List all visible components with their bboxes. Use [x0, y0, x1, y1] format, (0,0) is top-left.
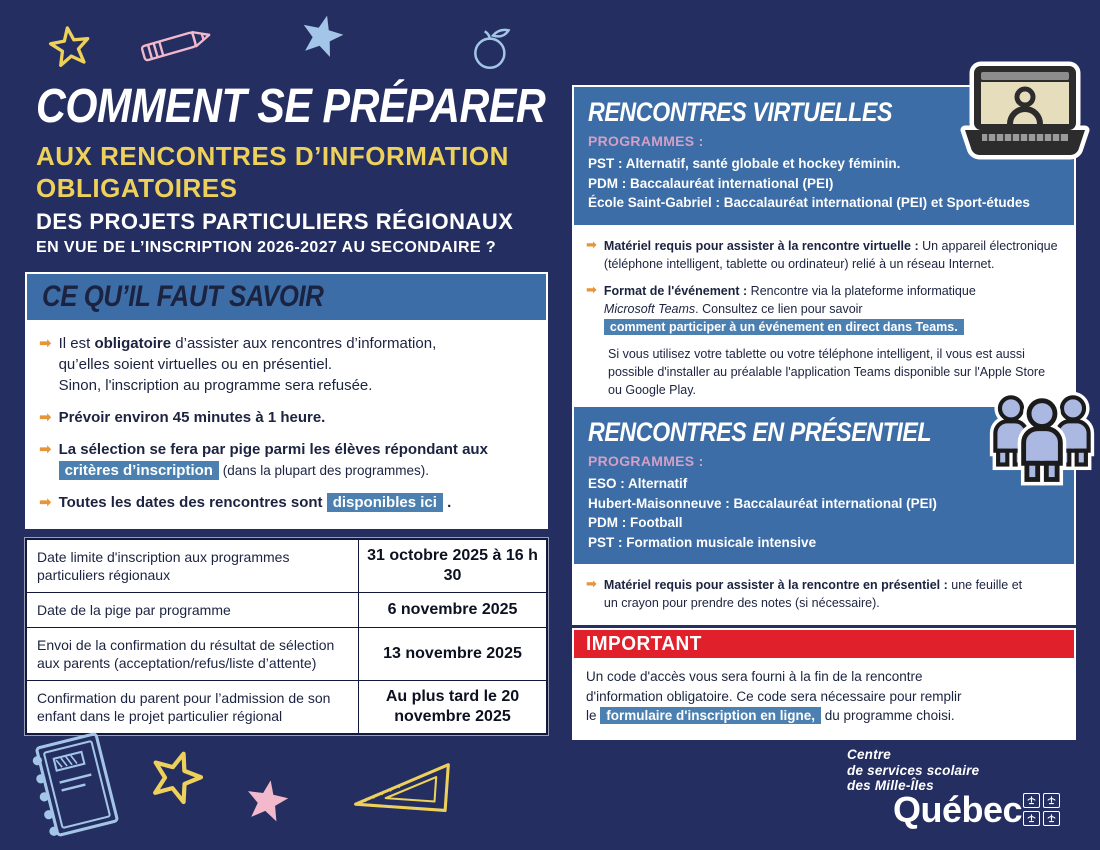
- program-line: PDM : Baccalauréat international (PEI): [588, 175, 834, 191]
- program-line: PDM : Football: [588, 515, 683, 530]
- virtual-white-panel: [574, 225, 1074, 410]
- bullet-materiel-virtuel-text: Matériel requis pour assister à la rencontre virtuelle : Un appareil électronique (téléphone intelligent, tablette ou ordinateur) relié à un réseau Internet.: [603, 238, 1058, 271]
- presentiel-white-panel: [574, 564, 1074, 623]
- subtitle-yellow-1: AUX RENCONTRES D’INFORMATION: [36, 141, 509, 171]
- savoir-header: [27, 274, 546, 320]
- row-label: Confirmation du parent pour l’admission de son enfant dans le projet particulier régional: [27, 681, 359, 733]
- presentiel-programs-label: PROGRAMMES :: [588, 453, 704, 469]
- laptop-video-call-icon: [958, 60, 1092, 162]
- table-row: [27, 627, 546, 680]
- important-text: Un code d'accès vous sera fourni à la fin de la rencontre d'information obligatoire. Ce code sera nécessaire pour remplir le formulaire d'inscription en ligne, du programme choisi.: [574, 658, 1074, 738]
- decor-pencil-icon: [135, 18, 223, 68]
- bullet-duree: [39, 407, 538, 428]
- important-header: [574, 630, 1074, 658]
- inscription-form-link[interactable]: formulaire d'inscription en ligne,: [600, 707, 821, 724]
- row-value: Au plus tard le 20 novembre 2025: [385, 688, 520, 725]
- arrow-icon: ➡: [586, 282, 597, 298]
- table-row: [27, 680, 546, 733]
- arrow-icon: ➡: [39, 334, 52, 352]
- row-value: 13 novembre 2025: [383, 645, 522, 662]
- row-value: 31 octobre 2025 à 16 h 30: [367, 547, 538, 584]
- people-group-icon: [984, 388, 1098, 502]
- bullet-obligatoire-text: Il est obligatoire d’assister aux rencontres d’information, qu’elles soient virtuelles ou en présentiel. Sinon, l'inscription au programme sera refusée.: [58, 335, 437, 394]
- savoir-body: [27, 320, 546, 527]
- bullet-materiel-presentiel-text: Matériel requis pour assister à la rencontre en présentiel : une feuille et un crayon pour prendre des notes (si nécessaire).: [603, 578, 1023, 610]
- bullet-duree-text: Prévoir environ 45 minutes à 1 heure.: [58, 409, 326, 426]
- table-row: [27, 592, 546, 627]
- bullet-materiel-virtuel: [586, 237, 1064, 273]
- arrow-icon: ➡: [39, 408, 52, 426]
- quebec-wordmark: Québec: [893, 789, 1023, 830]
- disponibles-ici-link[interactable]: disponibles ici: [327, 493, 443, 512]
- row-label: Date limite d'inscription aux programmes particuliers régionaux: [27, 540, 359, 592]
- presentiel-title: RENCONTRES EN PRÉSENTIEL: [588, 417, 932, 447]
- important-section: [572, 628, 1076, 740]
- virtual-title: RENCONTRES VIRTUELLES: [588, 97, 893, 127]
- quebec-flag-icon: [1023, 793, 1060, 826]
- virtual-programs-label: PROGRAMMES :: [588, 133, 704, 149]
- bullet-materiel-presentiel: [586, 576, 1064, 612]
- program-line: Hubert-Maisonneuve : Baccalauréat international (PEI): [588, 495, 937, 511]
- subtitle-question: EN VUE DE L’INSCRIPTION 2026-2027 AU SECONDAIRE ?: [36, 239, 497, 256]
- decor-star-blue-icon: [298, 12, 346, 60]
- program-line: École Saint-Gabriel : Baccalauréat international (PEI) et Sport-études: [588, 195, 1030, 210]
- arrow-icon: ➡: [586, 577, 597, 592]
- decor-notebook-icon: [22, 732, 124, 840]
- arrow-icon: ➡: [39, 493, 52, 511]
- bullet-pige: [39, 439, 538, 481]
- savoir-section: [25, 272, 548, 529]
- subtitle-white: DES PROJETS PARTICULIERS RÉGIONAUX: [36, 209, 514, 234]
- bullet-obligatoire: [39, 333, 538, 396]
- row-label: Envoi de la confirmation du résultat de sélection aux parents (acceptation/refus/liste d’attente): [27, 628, 359, 680]
- row-label: Date de la pige par programme: [27, 593, 359, 627]
- calendar-table: [25, 538, 548, 735]
- program-line: PST : Alternatif, santé globale et hockey féminin.: [588, 156, 901, 171]
- bullet-dates-text: Toutes les dates des rencontres sont disponibles ici .: [58, 494, 452, 511]
- org-name: Centre de services scolaire des Mille-Îles: [847, 747, 980, 793]
- decor-star-pink-icon: [243, 772, 291, 830]
- decor-triangle-ruler-icon: [352, 750, 454, 818]
- subtitle-yellow-2: OBLIGATOIRES: [36, 173, 238, 203]
- note-apps: Si vous utilisez votre tablette ou votre téléphone intelligent, il vous est aussi possible d'installer au préalable l'application Teams disponible sur l'Apple Store ou Google Play.: [608, 346, 1046, 397]
- program-line: ESO : Alternatif: [588, 476, 688, 491]
- decor-star-yellow2-icon: [148, 748, 204, 806]
- decor-star-yellow-icon: [48, 20, 92, 74]
- criteres-inscription-link[interactable]: critères d’inscription: [59, 461, 219, 480]
- row-value: 6 novembre 2025: [387, 601, 518, 618]
- page-title: COMMENT SE PRÉPARER: [36, 80, 546, 133]
- arrow-icon: ➡: [39, 440, 52, 458]
- bullet-format-text: Format de l'événement : Rencontre via la plateforme informatique Microsoft Teams. Consultez ce lien pour savoir comment participer à un événement en direct dans Teams.: [603, 283, 976, 334]
- savoir-title: CE QU’IL FAUT SAVOIR: [42, 280, 324, 313]
- bullet-dates: [39, 492, 538, 513]
- arrow-icon: ➡: [586, 237, 597, 253]
- important-title: IMPORTANT: [586, 632, 702, 655]
- page-title-block: [36, 82, 561, 258]
- program-line: PST : Formation musicale intensive: [588, 534, 817, 550]
- teams-link[interactable]: comment participer à un événement en direct dans Teams.: [604, 319, 964, 335]
- bullet-format: [586, 282, 1064, 336]
- table-row: [27, 540, 546, 592]
- decor-apple-icon: [466, 24, 522, 72]
- bullet-pige-text: La sélection se fera par pige parmi les élèves répondant aux critères d’inscription (dans la plupart des programmes).: [58, 441, 488, 479]
